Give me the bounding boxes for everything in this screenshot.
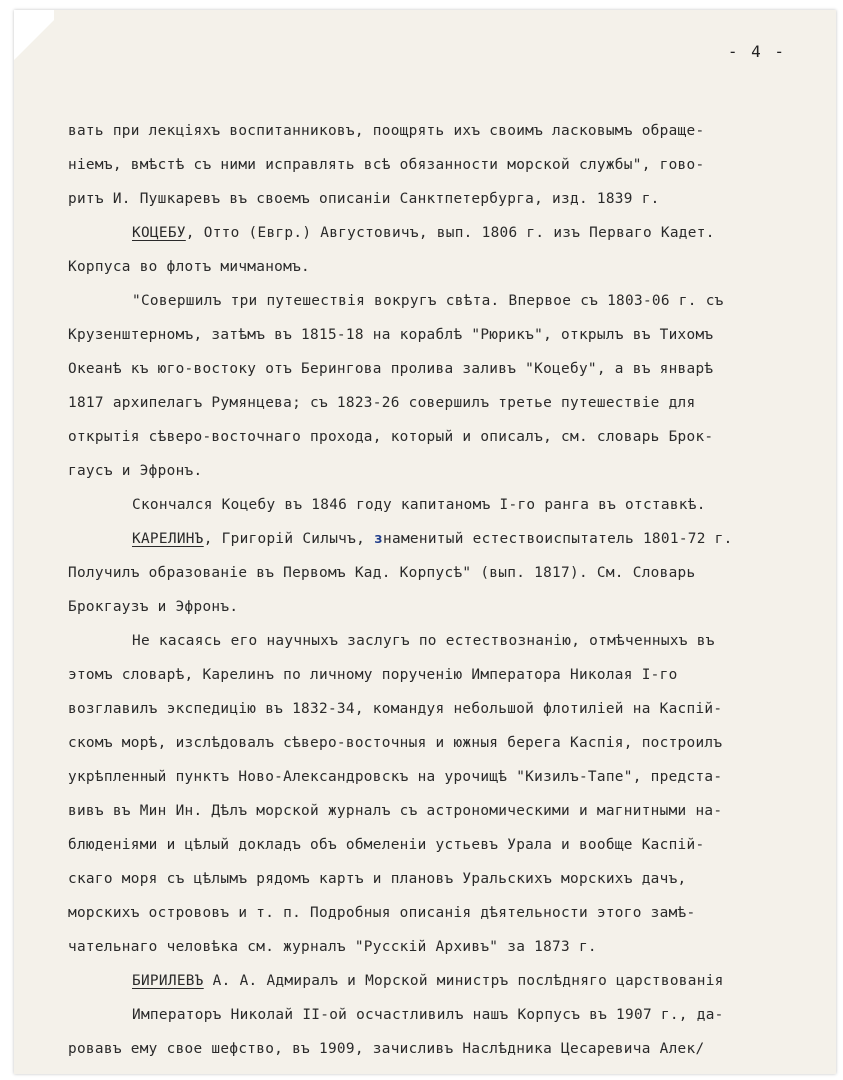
- text-line: [68, 488, 813, 522]
- text-segment: А. А. Адмиралъ и Морской министръ послѣдняго царствованія: [203, 973, 724, 989]
- text-segment: Корпуса во флотъ мичманомъ.: [68, 259, 311, 275]
- text-segment: Скончался Коцебу въ 1846 году капитаномъ I-го ранга въ отставкѣ.: [132, 497, 706, 513]
- text-line: [68, 454, 813, 488]
- text-line: [68, 760, 813, 794]
- document-body: [68, 114, 813, 1066]
- text-line: [68, 420, 813, 454]
- text-segment: 1817 архипелагъ Румянцева; съ 1823-26 совершилъ третье путешествіе для: [68, 395, 696, 411]
- text-line: [68, 692, 813, 726]
- text-line: [68, 114, 813, 148]
- document-page: [14, 10, 836, 1074]
- text-line: [68, 896, 813, 930]
- text-line: [68, 828, 813, 862]
- text-segment: Крузенштерномъ, затѣмъ въ 1815-18 на кораблѣ "Рюрикъ", открылъ въ Тихомъ: [68, 327, 714, 343]
- handwritten-mark: з: [374, 531, 384, 547]
- text-segment: морскихъ острововъ и т. п. Подробныя описанія дѣятельности этого замѣ-: [68, 905, 696, 921]
- text-line: [68, 624, 813, 658]
- text-segment: "Совершилъ три путешествія вокругъ свѣта. Впервое съ 1803-06 г. съ: [132, 293, 724, 309]
- text-line: [68, 964, 813, 998]
- text-segment: ритъ И. Пушкаревъ въ своемъ описаніи Санктпетербурга, изд. 1839 г.: [68, 191, 660, 207]
- text-line: [68, 658, 813, 692]
- text-segment: наменитый естествоиспытатель 1801-72 г.: [383, 531, 733, 547]
- page-number: - 4 -: [727, 42, 786, 61]
- text-line: [68, 386, 813, 420]
- text-line: [68, 182, 813, 216]
- text-line: [68, 522, 813, 556]
- text-segment: вивъ въ Мин Ин. Дѣлъ морской журналъ съ астрономическими и магнитными на-: [68, 803, 723, 819]
- entry-heading: КОЦЕБУ: [132, 225, 186, 241]
- text-segment: Не касаясь его научныхъ заслугъ по естествознанію, отмѣченныхъ въ: [132, 633, 715, 649]
- text-segment: гаусъ и Эфронъ.: [68, 463, 203, 479]
- text-segment: ровавъ ему свое шефство, въ 1909, зачисливъ Наслѣдника Цесаревича Алек/: [68, 1041, 705, 1057]
- text-line: [68, 216, 813, 250]
- text-segment: Императоръ Николай II-ой осчастливилъ нашъ Корпусъ въ 1907 г., да-: [132, 1007, 724, 1023]
- text-segment: Брокгаузъ и Эфронъ.: [68, 599, 239, 615]
- text-line: [68, 284, 813, 318]
- text-segment: блюденіями и цѣлый докладъ объ обмеленіи устьевъ Урала и вообще Каспій-: [68, 837, 705, 853]
- text-line: [68, 318, 813, 352]
- text-segment: , Отто (Евгр.) Августовичъ, вып. 1806 г. изъ Перваго Кадет.: [185, 225, 715, 241]
- text-line: [68, 556, 813, 590]
- entry-heading: КАРЕЛИНЪ: [132, 531, 204, 547]
- text-segment: Получилъ образованіе въ Первомъ Кад. Корпусѣ" (вып. 1817). См. Словарь: [68, 565, 696, 581]
- text-segment: вать при лекціяхъ воспитанниковъ, поощрять ихъ своимъ ласковымъ обраще-: [68, 123, 705, 139]
- text-segment: открытія сѣверо-восточнаго прохода, который и описалъ, см. словарь Брок-: [68, 429, 714, 445]
- text-segment: чательнаго человѣка см. журналъ "Русскій Архивъ" за 1873 г.: [68, 939, 597, 955]
- entry-heading: БИРИЛЕВЪ: [132, 973, 204, 989]
- text-segment: возглавилъ экспедицію въ 1832-34, командуя небольшой флотиліей на Каспій-: [68, 701, 723, 717]
- text-segment: Океанѣ къ юго-востоку отъ Берингова пролива заливъ "Коцебу", а въ январѣ: [68, 361, 714, 377]
- text-segment: ніемъ, вмѣстѣ съ ними исправлять всѣ обязанности морской службы", гово-: [68, 157, 705, 173]
- text-line: [68, 930, 813, 964]
- text-segment: скомъ морѣ, изслѣдовалъ сѣверо-восточныя и южныя берега Каспія, построилъ: [68, 735, 723, 751]
- text-line: [68, 794, 813, 828]
- text-line: [68, 998, 813, 1032]
- text-line: [68, 590, 813, 624]
- text-segment: укрѣпленный пунктъ Ново-Александровскъ на урочищѣ "Кизилъ-Тапе", предста-: [68, 769, 723, 785]
- text-line: [68, 862, 813, 896]
- text-line: [68, 1032, 813, 1066]
- text-line: [68, 148, 813, 182]
- text-line: [68, 250, 813, 284]
- text-segment: этомъ словарѣ, Карелинъ по личному порученію Императора Николая I-го: [68, 667, 678, 683]
- text-segment: , Григорій Силычъ,: [203, 531, 375, 547]
- text-line: [68, 726, 813, 760]
- text-segment: скаго моря съ цѣлымъ рядомъ картъ и плановъ Уральскихъ морскихъ дачъ,: [68, 871, 687, 887]
- text-line: [68, 352, 813, 386]
